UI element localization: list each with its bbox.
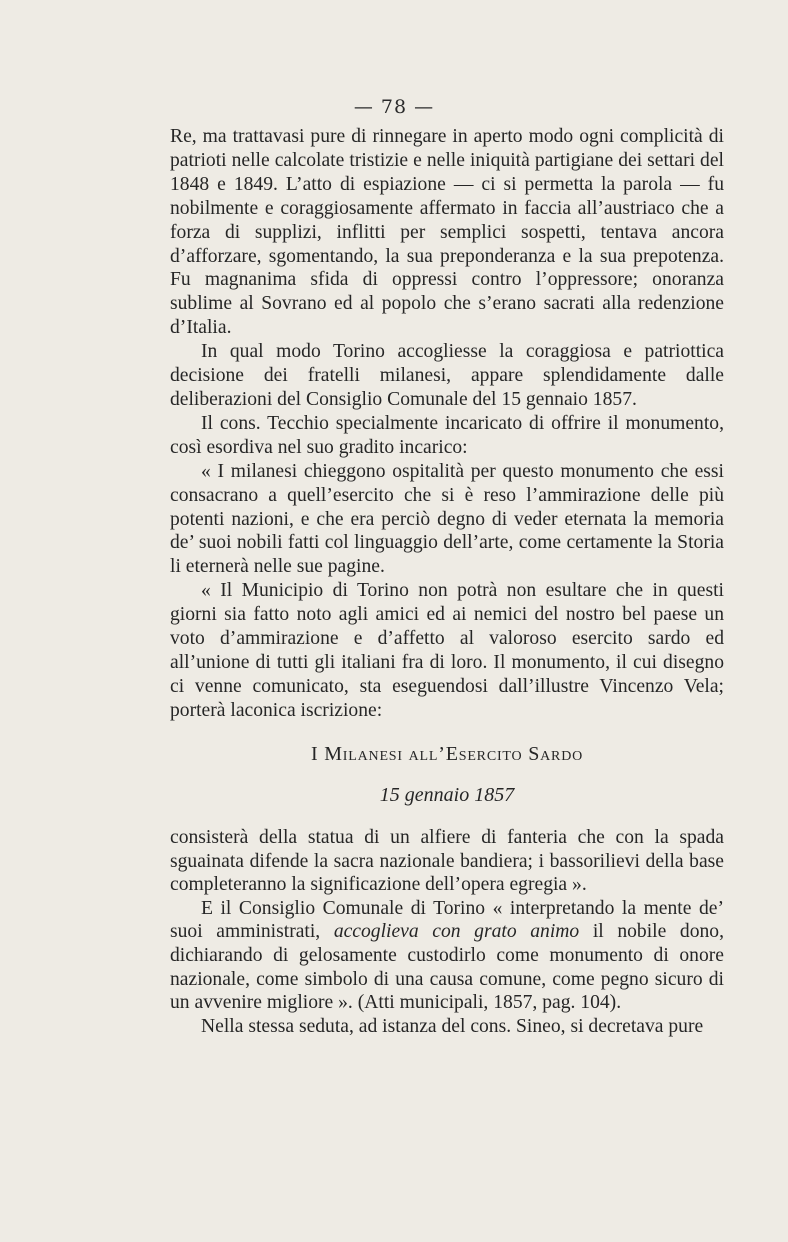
paragraph-8: Nella stessa seduta, ad istanza del cons. Sineo, si decretava pure <box>201 1015 704 1037</box>
upper-text <box>170 125 724 723</box>
paragraph-1: Re, ma trattavasi pure di rinnegare in aperto modo ogni complicità di patrioti nelle calcolate tristizie e nelle iniquità partigiane dei settari del 1848 e 1849. L’atto di espiazione — ci si permetta la parola — fu nobilmente e coraggiosamente affermato in faccia all’austriaco che a forza di supplizi, inflitti per semplici sospetti, tentava ancora d’afforzare, sgomentando, la sua preponderanza e la sua prepotenza. Fu magnanima sfida di oppressi contro l’oppressore; onoranza sublime al Sovrano ed al popolo che s’erano sacrati alla redenzione d’Italia. <box>170 126 724 339</box>
inscription-date: 15 gennaio 1857 <box>379 784 515 806</box>
inscription-title: I Milanesi all’Esercito Sardo <box>310 743 584 765</box>
paragraph-4-quote: « I milanesi chieggono ospitalità per questo monumento che essi consacrano a quell’esercito che si è reso l’ammirazione delle più potenti nazioni, e che era perciò degno di veder eternata la memoria de’ suoi nobili fatti col linguaggio dell’arte, come certamente la Storia li eternerà nelle sue pagine. <box>170 460 724 578</box>
paragraph-7-italic: accoglieva con grato animo <box>333 921 580 943</box>
page-number: — 78 — <box>353 96 435 118</box>
paragraph-3: Il cons. Tecchio specialmente incaricato di offrire il monumento, così esordiva nel suo gradito incarico: <box>170 412 724 458</box>
paragraph-5-quote: « Il Municipio di Torino non potrà non esultare che in questi giorni sia fatto noto agli amici ed ai nemici del nostro bel paese un voto d’ammirazione e d’affetto al valoroso esercito sardo ed all’unione di tutti gli italiani fra di loro. Il monumento, il cui disegno ci venne comunicato, sta eseguendosi dall’illustre Vincenzo Vela; porterà laconica iscrizione: <box>170 580 724 721</box>
paragraph-7 <box>170 897 724 1015</box>
paragraph-7-end: il nobile dono, dichiarando di gelosamente custodirlo come monumento di onore nazionale, come simbolo di una causa comune, come pegno sicuro di un avvenire migliore ». (Atti municipali, 1857, pag. 104). <box>170 921 724 1014</box>
paragraph-6: consisterà della statua di un alfiere di fanteria che con la spada sguainata difende la sacra nazionale bandiera; i bassorilievi della base completeranno la significazione dell’opera egregia ». <box>170 827 724 896</box>
paragraph-2: In qual modo Torino accogliesse la coraggiosa e patriottica decisione dei fratelli milanesi, appare splendidamente dalle deliberazioni del Consiglio Comunale del 15 gennaio 1857. <box>170 341 724 410</box>
paragraph-7-start: E il Consiglio Comunale di Torino « interpretando la mente de’ suoi amministrati, <box>170 897 724 943</box>
lower-text <box>170 826 724 1038</box>
